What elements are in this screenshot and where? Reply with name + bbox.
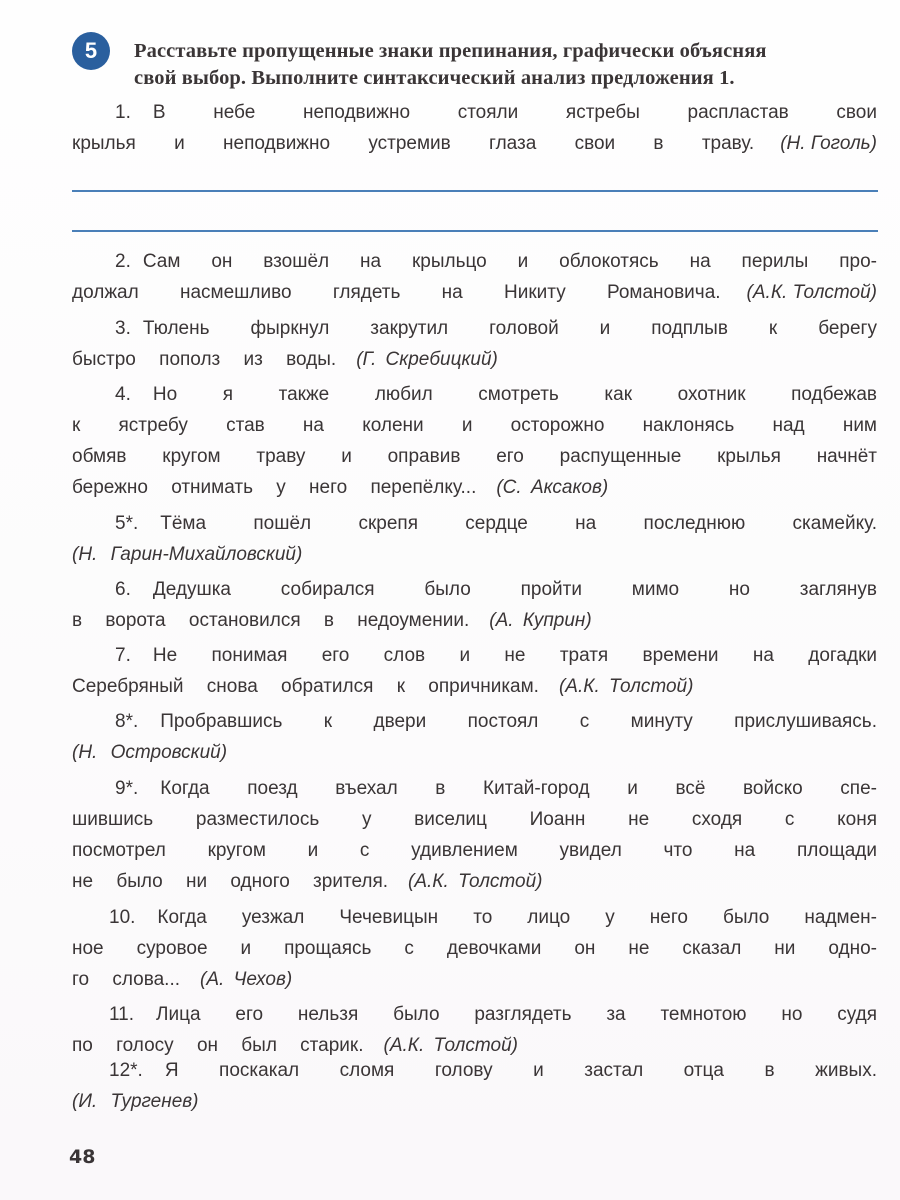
sentence-line (72, 277, 877, 308)
sentence-line (72, 313, 877, 344)
sentence-2 (72, 246, 877, 308)
sentence-author: (А.К. Толстой) (746, 282, 877, 303)
sentence-number: 12*. (109, 1060, 143, 1081)
sentence-text: Лица его нельзя было разглядеть за темнотою но судя (156, 1004, 877, 1025)
sentence-number: 6. (115, 579, 131, 600)
sentence-author: (Н. Гоголь) (780, 133, 877, 154)
instruction-line: Расставьте пропущенные знаки препинания, графически объясняя (134, 40, 767, 62)
sentence-text: Когда поезд въехал в Китай-город и всё войско спе- (160, 778, 877, 799)
sentence-text: обмяв кругом траву и оправив его распущенные крылья начнёт (72, 446, 877, 467)
task-instruction (134, 38, 884, 92)
sentence-text: должал насмешливо глядеть на Никиту Романовича. (72, 282, 721, 303)
page-number: 48 (69, 1146, 96, 1168)
sentence-text: Тюлень фыркнул закрутил головой и подплыв к берегу (142, 318, 877, 339)
instruction-line: свой выбор. Выполните синтаксический анализ предложения 1. (134, 67, 735, 89)
sentence-line (72, 964, 877, 995)
sentence-3 (72, 313, 877, 375)
sentence-line (72, 671, 877, 702)
sentence-9 (72, 773, 877, 897)
sentence-text: го слова... (72, 969, 181, 990)
sentence-line (72, 902, 877, 933)
sentence-text: Тёма пошёл скрепя сердце на последнюю скамейку. (160, 513, 877, 534)
sentence-6 (72, 574, 877, 636)
sentence-line (72, 344, 877, 375)
sentence-line (72, 1086, 877, 1117)
sentence-number: 5*. (115, 513, 139, 534)
sentence-line (72, 472, 877, 503)
sentence-line (72, 804, 877, 835)
sentence-5 (72, 508, 877, 570)
sentence-line (72, 737, 877, 768)
sentence-line (72, 508, 877, 539)
sentence-author: (А.К. Толстой) (383, 1035, 518, 1056)
answer-line-2[interactable] (72, 230, 878, 232)
sentence-4 (72, 379, 877, 503)
sentence-line (72, 246, 877, 277)
sentence-author: (С. Аксаков) (496, 477, 609, 498)
sentence-text: Не понимая его слов и не тратя времени на догадки (152, 645, 877, 666)
sentence-line (72, 999, 877, 1030)
sentence-line (72, 539, 877, 570)
sentence-number: 9*. (115, 778, 139, 799)
sentence-author: (Н. Островский) (72, 742, 228, 763)
sentence-text: шившись разместилось у виселиц Иоанн не сходя с коня (72, 809, 877, 830)
sentence-author: (А.К. Толстой) (408, 871, 543, 892)
sentence-text: Серебряный снова обратился к опричникам. (72, 676, 539, 697)
sentence-line (72, 1055, 877, 1086)
sentence-text: не было ни одного зрителя. (72, 871, 389, 892)
sentence-text: ное суровое и прощаясь с девочками он не сказал ни одно- (72, 938, 877, 959)
sentence-line (72, 574, 877, 605)
sentence-line (72, 933, 877, 964)
sentence-line (72, 379, 877, 410)
sentence-10 (72, 902, 877, 995)
sentence-author: (А. Куприн) (489, 610, 592, 631)
sentence-number: 8*. (115, 711, 139, 732)
sentence-author: (А.К. Толстой) (558, 676, 694, 697)
sentence-line (72, 835, 877, 866)
sentence-author: (А. Чехов) (200, 969, 293, 990)
sentence-number: 11. (109, 1004, 135, 1025)
sentence-12 (72, 1055, 877, 1117)
sentence-number: 10. (109, 907, 136, 928)
sentence-text: бережно отнимать у него перепёлку... (72, 477, 477, 498)
sentence-text: Я поскакал сломя голову и застал отца в живых. (164, 1060, 877, 1081)
sentence-author: (Н. Гарин-Михайловский) (72, 544, 303, 565)
sentence-number: 3. (115, 318, 131, 339)
sentence-text: Дедушка собирался было пройти мимо но заглянув (152, 579, 877, 600)
sentence-7 (72, 640, 877, 702)
sentence-line (72, 605, 877, 636)
sentence-text: Пробравшись к двери постоял с минуту прислушиваясь. (160, 711, 877, 732)
sentence-11 (72, 999, 877, 1061)
sentence-line (72, 773, 877, 804)
sentence-text: быстро пополз из воды. (72, 349, 337, 370)
sentence-text: Когда уезжал Чечевицын то лицо у него было надмен- (157, 907, 877, 928)
sentence-number: 7. (115, 645, 131, 666)
sentence-text: крылья и неподвижно устремив глаза свои в траву. (72, 133, 755, 154)
sentence-line (72, 706, 877, 737)
sentence-text: Но я также любил смотреть как охотник подбежав (152, 384, 877, 405)
sentence-text: посмотрел кругом и с удивлением увидел что на площади (72, 840, 877, 861)
sentence-text: Сам он взошёл на крыльцо и облокотясь на перилы про- (142, 251, 877, 272)
sentence-text: в ворота остановился в недоумении. (72, 610, 470, 631)
answer-line-1[interactable] (72, 190, 878, 192)
sentence-number: 2. (115, 251, 131, 272)
sentence-line (72, 128, 877, 159)
sentence-number: 1. (115, 102, 131, 123)
sentence-1 (72, 97, 877, 159)
sentence-number: 4. (115, 384, 131, 405)
sentence-text: В небе неподвижно стояли ястребы распластав свои (152, 102, 877, 123)
sentence-text: к ястребу став на колени и осторожно наклонясь над ним (72, 415, 877, 436)
sentence-8 (72, 706, 877, 768)
sentence-text: по голосу он был старик. (72, 1035, 364, 1056)
task-number-badge: 5 (72, 32, 110, 70)
sentence-line (72, 410, 877, 441)
sentence-line (72, 441, 877, 472)
sentence-author: (Г. Скребицкий) (356, 349, 498, 370)
sentence-line (72, 97, 877, 128)
sentence-line (72, 640, 877, 671)
sentence-author: (И. Тургенев) (72, 1091, 199, 1112)
sentence-line (72, 866, 877, 897)
